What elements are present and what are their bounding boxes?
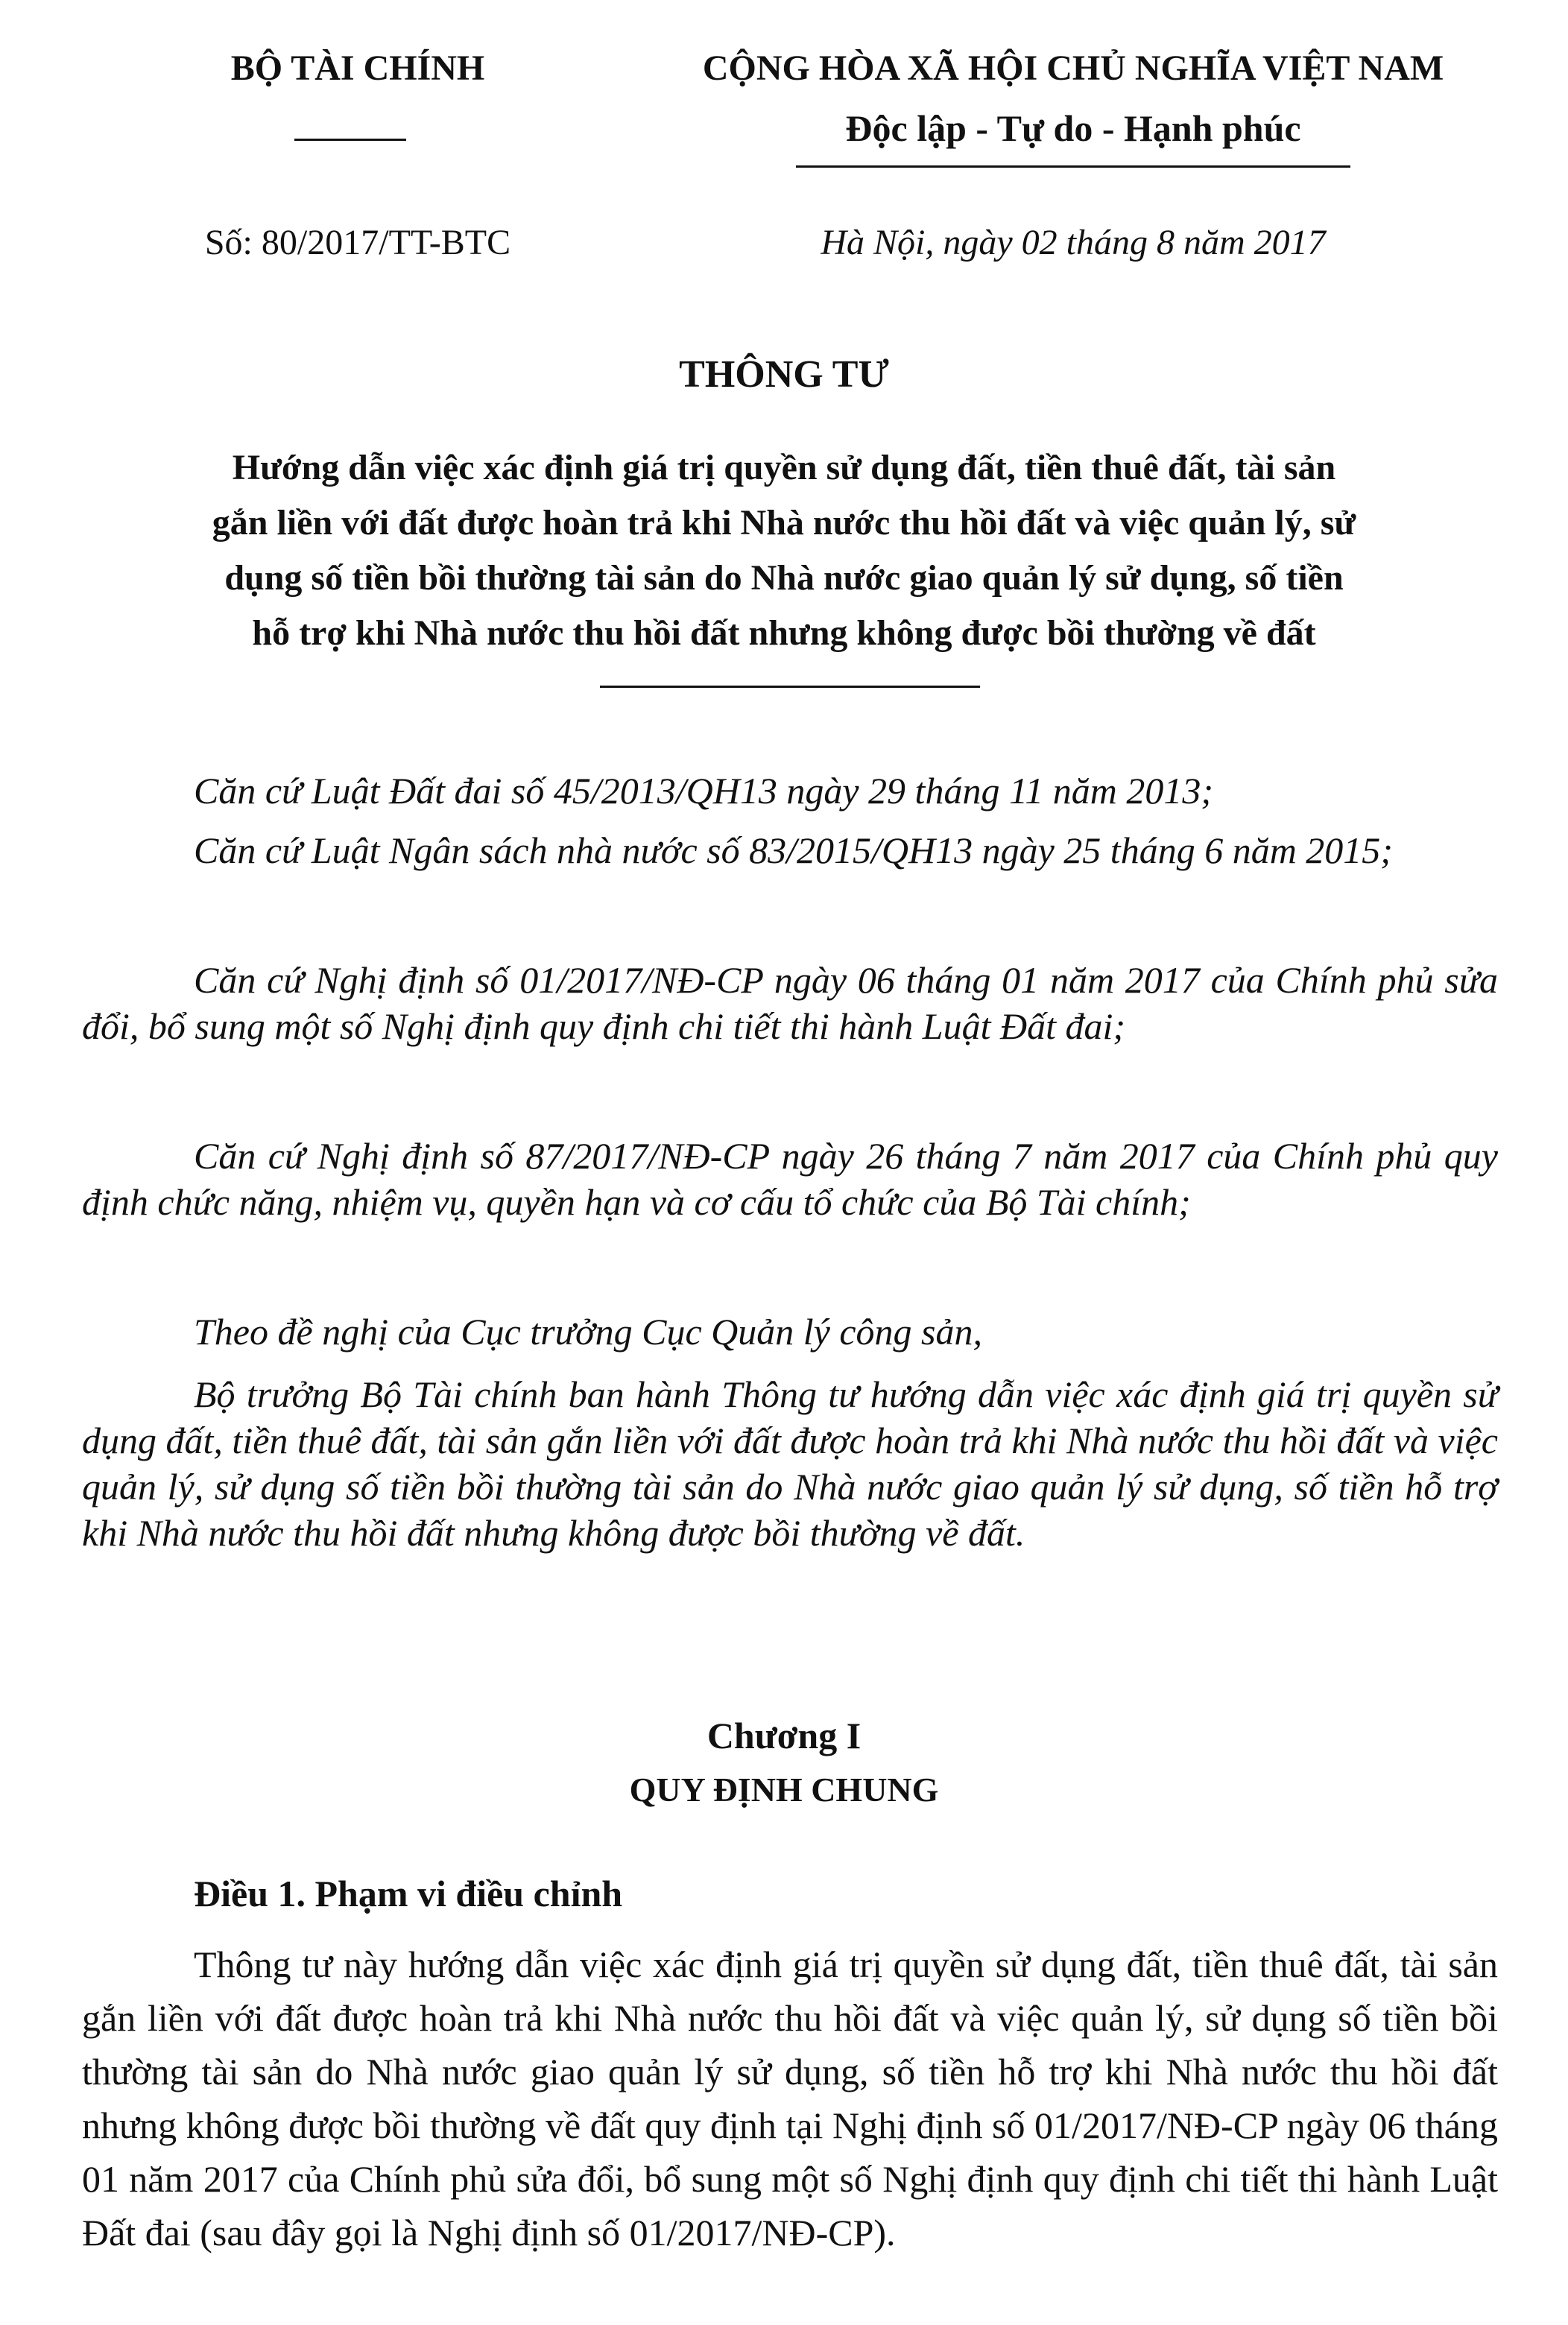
motto-underline xyxy=(796,165,1350,168)
legal-basis-item: Theo đề nghị của Cục trưởng Cục Quản lý công sản, xyxy=(194,1311,983,1353)
issuance-statement: Bộ trưởng Bộ Tài chính ban hành Thông tư hướng dẫn việc xác định giá trị quyền sử dụng đất, tiền thuê đất, tài sản gắn liền với đất được hoàn trả khi Nhà nước thu hồi đất và việc quản lý, sử dụng số tiền bồi thường tài sản do Nhà nước giao quản lý sử dụng, số tiền hỗ trợ khi Nhà nước thu hồi đất nhưng không được bồi thường về đất. xyxy=(82,1373,1498,1554)
subtitle-line: hỗ trợ khi Nhà nước thu hồi đất nhưng không được bồi thường về đất xyxy=(252,613,1316,653)
state-name: CỘNG HÒA XÃ HỘI CHỦ NGHĨA VIỆT NAM xyxy=(702,48,1444,88)
place-and-date: Hà Nội, ngày 02 tháng 8 năm 2017 xyxy=(821,223,1326,262)
article-body: Thông tư này hướng dẫn việc xác định giá trị quyền sử dụng đất, tiền thuê đất, tài sản gắn liền với đất được hoàn trả khi Nhà nước thu hồi đất và việc quản lý, sử dụng số tiền bồi thường tài sản do Nhà nước giao quản lý sử dụng, số tiền hỗ trợ khi Nhà nước thu hồi đất nhưng không được bồi thường về đất quy định tại Nghị định số 01/2017/NĐ-CP ngày 06 tháng 01 năm 2017 của Chính phủ sửa đổi, bổ sung một số Nghị định quy định chi tiết thi hành Luật Đất đai (sau đây gọi là Nghị định số 01/2017/NĐ-CP). xyxy=(82,1943,1498,2253)
legal-basis-item: Căn cứ Luật Đất đai số 45/2013/QH13 ngày 29 tháng 11 năm 2013; xyxy=(194,770,1213,812)
national-motto: Độc lập - Tự do - Hạnh phúc xyxy=(845,107,1301,149)
subtitle-line: gắn liền với đất được hoàn trả khi Nhà nước thu hồi đất và việc quản lý, sử xyxy=(212,503,1356,542)
subtitle-line: dụng số tiền bồi thường tài sản do Nhà nước giao quản lý sử dụng, số tiền xyxy=(224,558,1344,598)
document-type: THÔNG TƯ xyxy=(679,353,889,396)
legal-basis-item: Căn cứ Nghị định số 01/2017/NĐ-CP ngày 06 tháng 01 năm 2017 của Chính phủ sửa đổi, bổ sung một số Nghị định quy định chi tiết thi hành Luật Đất đai; xyxy=(82,959,1498,1047)
legal-basis-item: Căn cứ Luật Ngân sách nhà nước số 83/2015/QH13 ngày 25 tháng 6 năm 2015; xyxy=(194,829,1393,871)
chapter-label: Chương I xyxy=(706,1715,862,1756)
document-number: Số: 80/2017/TT-BTC xyxy=(204,223,511,262)
article-heading: Điều 1. Phạm vi điều chỉnh xyxy=(194,1873,623,1914)
issuing-agency: BỘ TÀI CHÍNH xyxy=(230,48,485,88)
title-underline xyxy=(600,686,980,688)
agency-underline xyxy=(294,139,406,141)
chapter-name: QUY ĐỊNH CHUNG xyxy=(629,1771,939,1809)
subtitle-line: Hướng dẫn việc xác định giá trị quyền sử dụng đất, tiền thuê đất, tài sản xyxy=(232,448,1336,487)
legal-basis-item: Căn cứ Nghị định số 87/2017/NĐ-CP ngày 26 tháng 7 năm 2017 của Chính phủ quy định chức năng, nhiệm vụ, quyền hạn và cơ cấu tổ chức của Bộ Tài chính; xyxy=(82,1135,1498,1223)
